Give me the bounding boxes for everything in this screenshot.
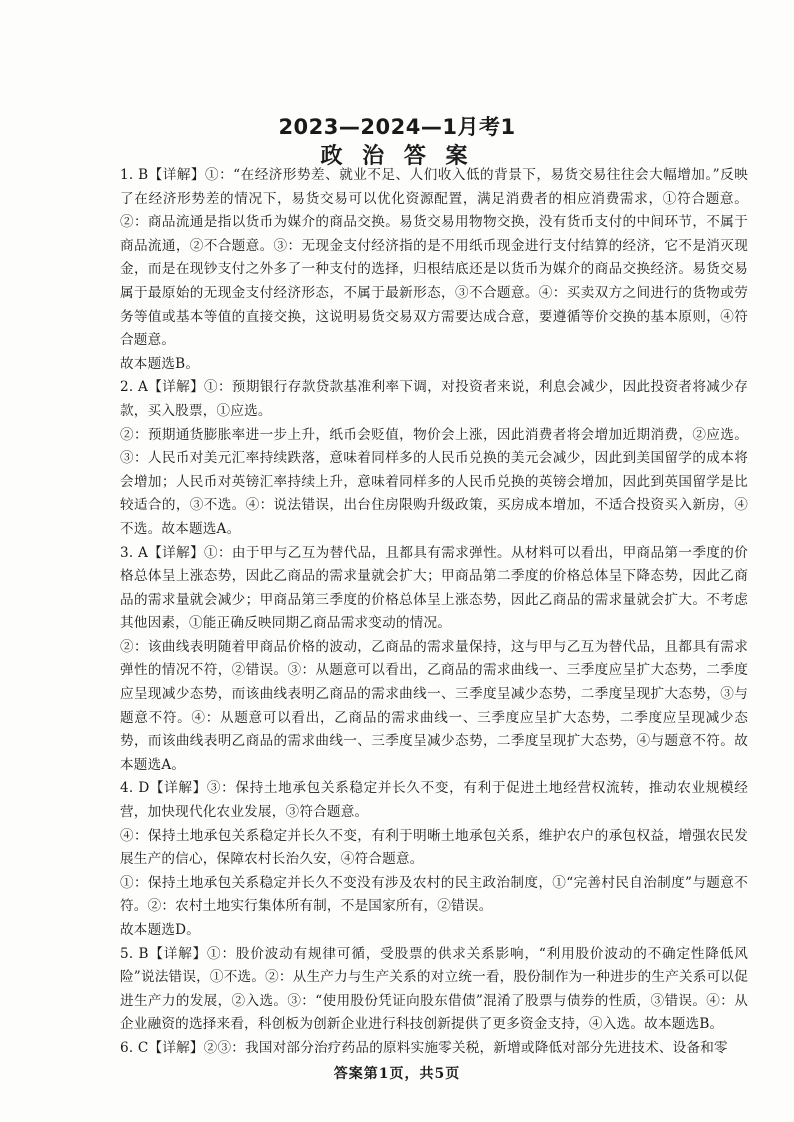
answer-paragraph-5: 3. A【详解】①：由于甲与乙互为替代品，且都具有需求弹性。从材料可以看出，甲商品第一季度的价格总体呈上涨态势，因此乙商品的需求量就会扩大；甲商品第二季度的价格总体呈下降态势，因此乙商品的需求量就会减少；甲商品第三季度的价格总体呈上涨态势，因此乙商品的需求量就会扩大。不考虑其他因素，①能正确反映同期乙商品需求变动的情况。 (120, 544, 748, 632)
answer-paragraph-3: 2. A【详解】①：预期银行存款贷款基准利率下调，对投资者来说，利息会减少，因此投资者将减少存款，买入股票，①应选。 (120, 379, 748, 419)
answer-paragraph-4: ②：预期通货膨胀率进一步上升，纸币会贬值，物价会上涨，因此消费者将会增加近期消费，②应选。③：人民币对美元汇率持续跌落，意味着同样多的人民币兑换的美元会减少，因此到美国留学的成本将会增加；人民币对英镑汇率持续上升，意味着同样多的人民币兑换的英镑会增加，因此到英国留学是比较适合的，③不选。④：说法错误，出台住房限购升级政策，买房成本增加，不适合投资买入新房，④不选。故本题选A。 (120, 426, 748, 537)
answer-paragraph-6: ②：该曲线表明随着甲商品价格的波动，乙商品的需求量保持，这与甲与乙互为替代品，且都具有需求弹性的情况不符，②错误。③：从题意可以看出，乙商品的需求曲线一、三季度应呈扩大态势，二季度应呈现减少态势，而该曲线表明乙商品的需求曲线一、三季度呈减少态势，二季度呈现扩大态势，③与题意不符。④：从题意可以看出，乙商品的需求曲线一、三季度应呈扩大态势，二季度应呈现减少态势，而该曲线表明乙商品的需求曲线一、三季度呈减少态势，二季度呈现扩大态势，④与题意不符。故本题选A。 (120, 638, 748, 773)
page-header (0, 114, 794, 170)
answer-paragraph-8: ④：保持土地承包关系稳定并长久不变，有利于明晰土地承包关系，维护农户的承包权益，增强农民发展生产的信心，保障农村长治久安，④符合题意。 (120, 827, 748, 868)
answer-paragraph-11: 5. B【详解】①：股价波动有规律可循，受股票的供求关系影响，“利用股价波动的不确定性降低风险”说法错误，①不选。②：从生产力与生产关系的对立统一看，股份制作为一种进步的生产关系可以促进生产力的发展，②入选。③：“使用股份凭证向股东借债”混淆了股票与债券的性质，③错误。④：从企业融资的选择来看，科创板为创新企业进行科技创新提供了更多资金支持，④入选。故本题选B。 (120, 945, 748, 1033)
page-subtitle: 政 治 答 案 (320, 143, 474, 169)
page-title: 2023—2024—1月考1 (278, 115, 516, 139)
answer-paragraph-7: 4. D【详解】③：保持土地承包关系稳定并长久不变，有利于促进土地经营权流转，推动农业规模经营，加快现代化农业发展，③符合题意。 (120, 780, 748, 821)
answer-paragraph-1: 1. B【详解】①：“在经济形势差、就业不足、人们收入低的背景下，易货交易往往会大幅增加。”反映了在经济形势差的情况下，易货交易可以优化资源配置，满足消费者的相应消费需求，①符合题意。②：商品流通是指以货币为媒介的商品交换。易货交易用物物交换，没有货币支付的中间环节，不属于商品流通，②不合题意。③：无现金支付经济指的是不用纸币现金进行支付结算的经济，它不是消灭现金，而是在现钞支付之外多了一种支付的选择，归根结底还是以货币为媒介的商品交换经济。易货交易属于最原始的无现金支付经济形态，不属于最新形态，③不合题意。④：买卖双方之间进行的货物或劳务等值或基本等值的直接交换，这说明易货交易双方需要达成合意，要遵循等价交换的基本原则，④符合题意。 (120, 167, 748, 349)
answer-paragraph-2: 故本题选B。 (120, 355, 200, 372)
answer-paragraph-9: ①：保持土地承包关系稳定并长久不变没有涉及农村的民主政治制度，①“完善村民自治制度”与题意不符。②：农村土地实行集体所有制，不是国家所有，②错误。 (120, 874, 748, 915)
answer-paragraph-12: 6. C【详解】②③：我国对部分治疗药品的原料实施零关税，新增或降低对部分先进技术、设备和零 (120, 1039, 728, 1056)
answer-content (120, 164, 748, 1061)
answer-paragraph-10: 故本题选D。 (120, 922, 201, 938)
page-footer: 答案第1页，共5页 (333, 1066, 461, 1082)
